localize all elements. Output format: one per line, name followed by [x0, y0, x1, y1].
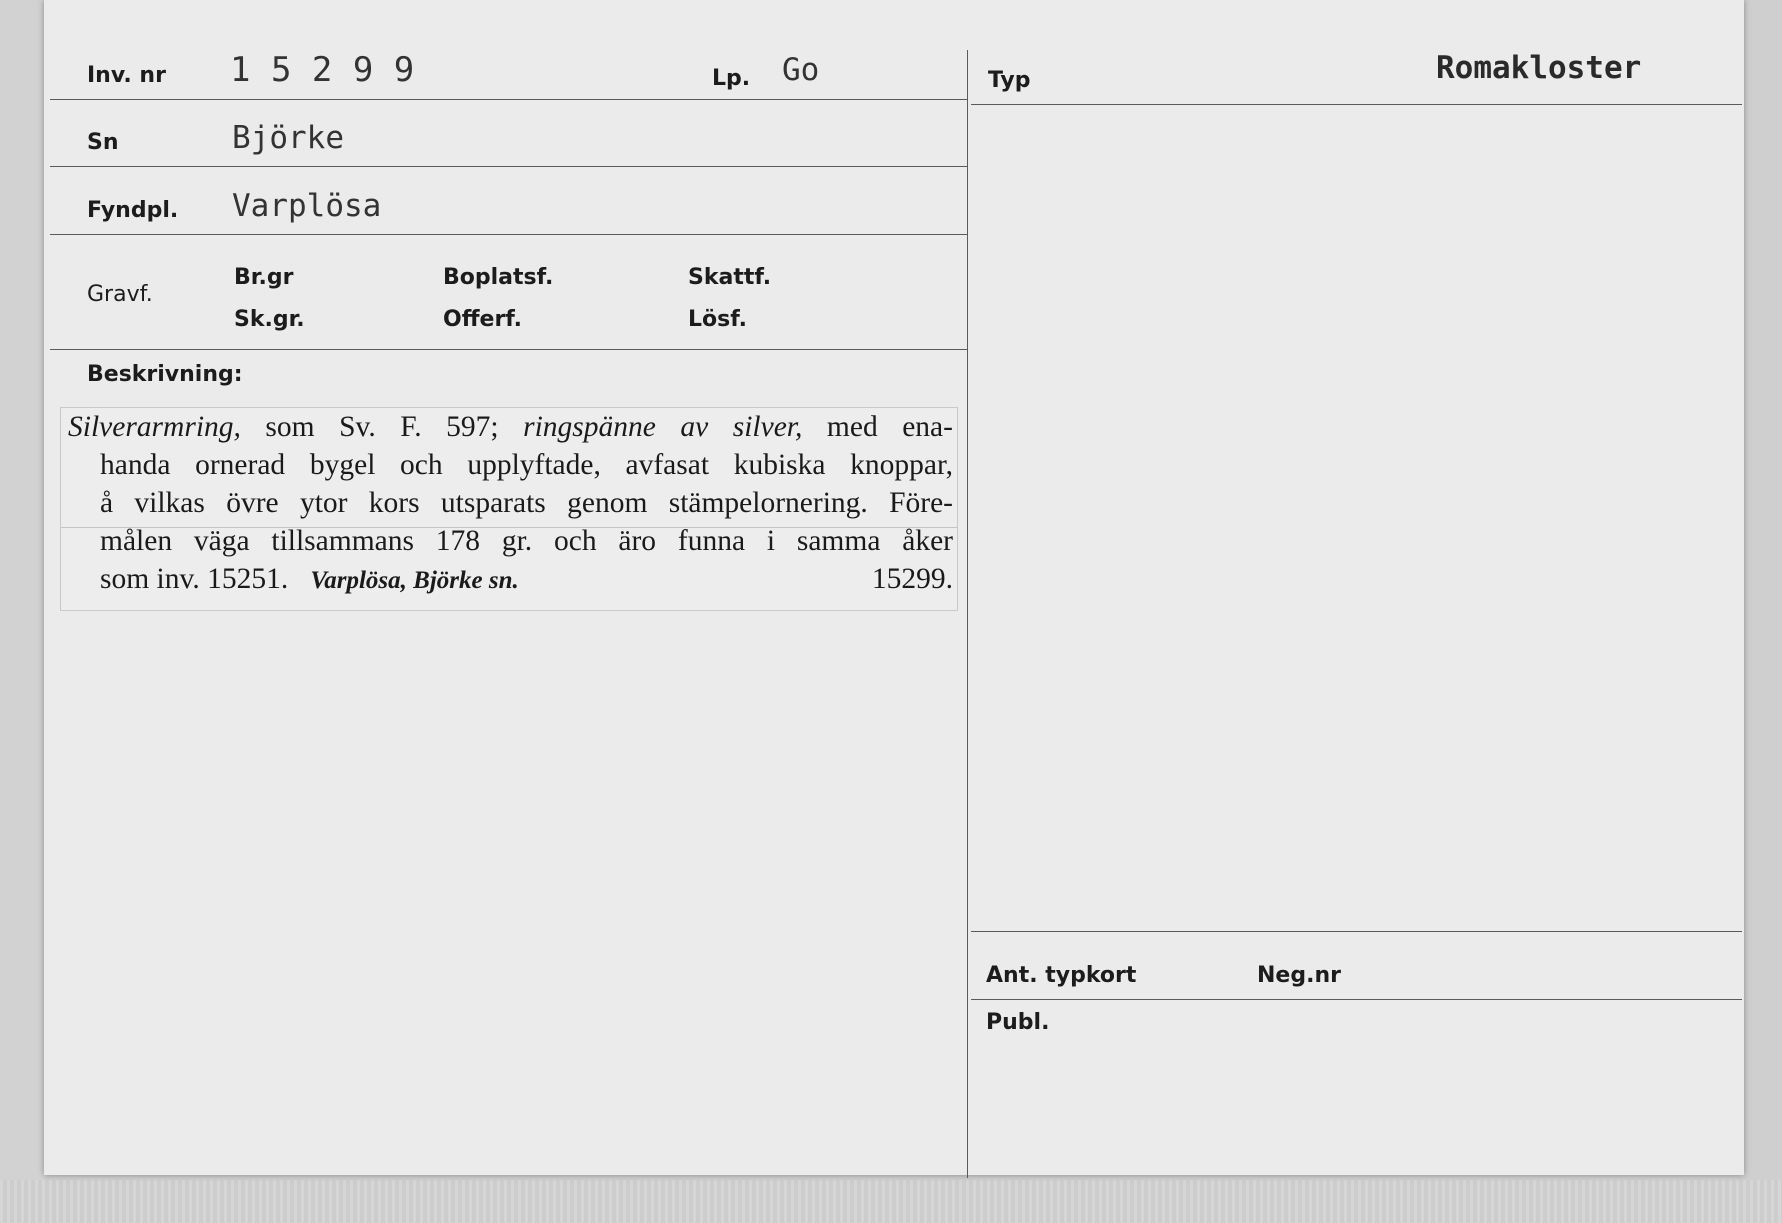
row-line-gravf [50, 349, 967, 350]
row-line-typ [971, 104, 1742, 105]
scan-right-edge [1744, 0, 1782, 1180]
fyndpl-value: Varplösa [232, 188, 382, 224]
description-line-1: Silverarmring, som Sv. F. 597; ringspänne av silver, med ena- [68, 411, 953, 443]
ant-typkort-label: Ant. typkort [986, 963, 1137, 988]
description-line-5: som inv. 15251. Varplösa, Björke sn. 15299. [100, 563, 953, 595]
description-line-2: handa ornerad bygel och upplyftade, avfasat kubiska knoppar, [100, 449, 953, 481]
description-text [68, 408, 953, 600]
losf-label: Lösf. [688, 307, 747, 332]
beskrivning-label: Beskrivning: [87, 362, 243, 387]
row-line-fyndpl [50, 234, 967, 235]
typ-label: Typ [988, 68, 1031, 93]
row-line-inv [50, 99, 967, 100]
boplatsf-label: Boplatsf. [443, 265, 554, 290]
row-line-sn [50, 166, 967, 167]
scan-bottom-strip [0, 1180, 1782, 1223]
neg-nr-label: Neg.nr [1257, 963, 1341, 988]
gravf-label: Gravf. [87, 282, 153, 307]
row-line-ant-typkort [971, 931, 1742, 932]
typ-value: Romakloster [1436, 50, 1642, 86]
sk-gr-label: Sk.gr. [234, 307, 305, 332]
lp-label: Lp. [712, 66, 751, 91]
row-line-publ [971, 999, 1742, 1000]
lp-value: Go [782, 52, 820, 88]
sn-label: Sn [87, 130, 119, 155]
br-gr-label: Br.gr [234, 265, 294, 290]
fyndpl-label: Fyndpl. [87, 198, 179, 223]
center-divider [967, 50, 968, 1178]
description-line-4: målen väga tillsammans 178 gr. och äro funna i samma åker [100, 525, 953, 557]
skattf-label: Skattf. [688, 265, 772, 290]
description-line-3: å vilkas övre ytor kors utsparats genom stämpelornering. Före- [100, 487, 953, 519]
inv-nr-label: Inv. nr [87, 63, 166, 88]
scan-left-edge [0, 0, 44, 1180]
sn-value: Björke [232, 120, 344, 156]
inv-nr-value: 1 5 2 9 9 [230, 50, 415, 90]
publ-label: Publ. [986, 1010, 1050, 1035]
offerf-label: Offerf. [443, 307, 523, 332]
